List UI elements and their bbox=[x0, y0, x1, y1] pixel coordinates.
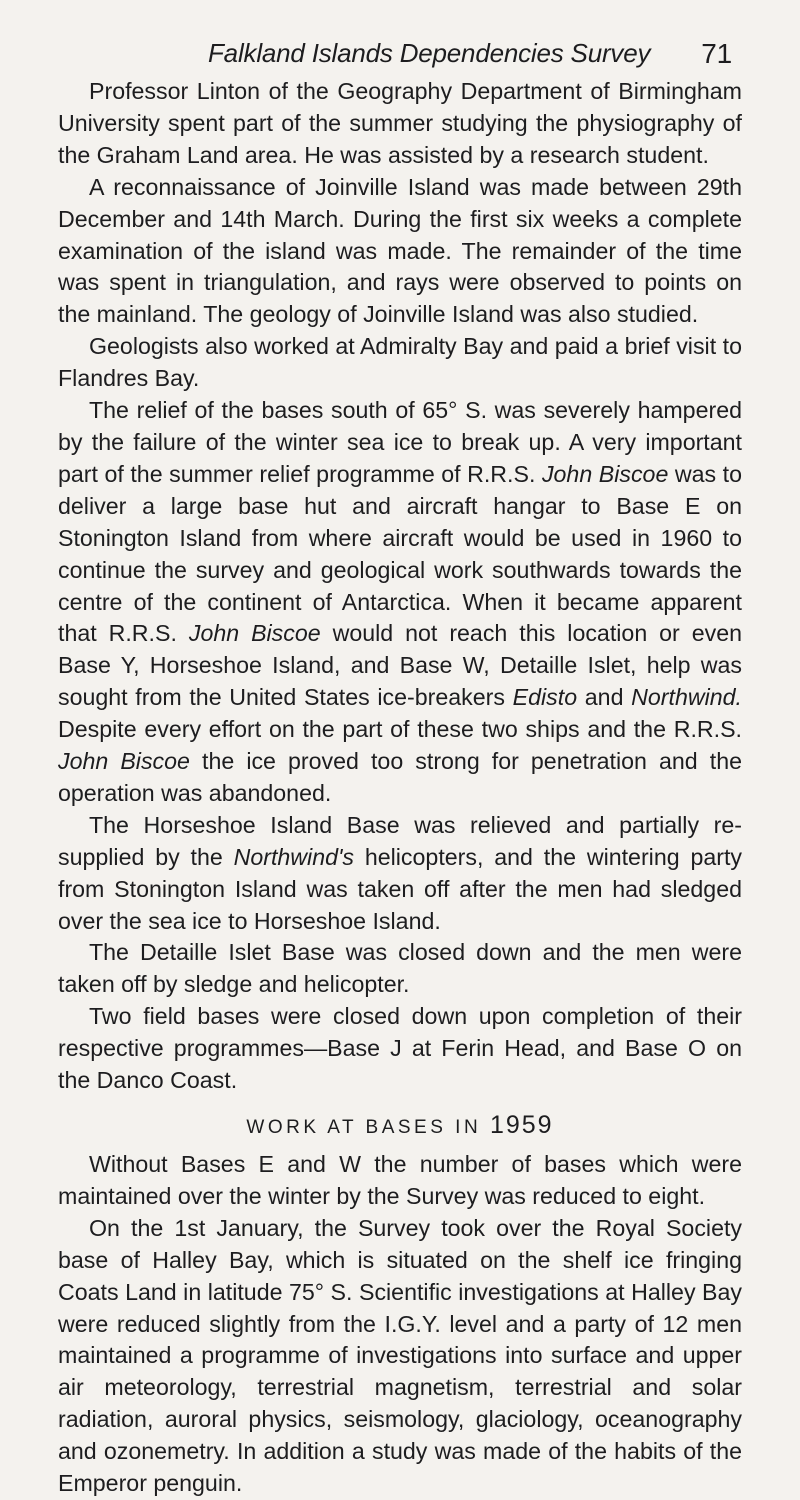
paragraph-text: helicopters, and the wintering party from Stonington Island was taken off after the men had sledged over the sea ice to Horseshoe Island. bbox=[58, 843, 742, 934]
paragraph-text: Geologists also worked at Admiralty Bay and paid a brief visit to Flandres Bay. bbox=[58, 333, 742, 392]
paragraph bbox=[58, 395, 742, 810]
paragraph-text: the ice proved too strong for penetration and the operation was abandoned. bbox=[58, 748, 742, 806]
running-header bbox=[58, 28, 742, 76]
paragraph-text: The Detaille Islet Base was closed down and the men were taken off by sledge and helicopter. bbox=[58, 939, 742, 998]
section-heading bbox=[58, 1107, 742, 1143]
paragraph bbox=[58, 810, 742, 938]
paragraph bbox=[58, 937, 742, 1001]
paragraph-text: was to deliver a large base hut and aircraft hangar to Base E on Stonington Island from where aircraft would be used in 1960 to continue the survey and geological work southwards towards the centre of the continent of Antarctica. When it became apparent that R.R.S. bbox=[58, 460, 742, 647]
paragraph-text: On the 1st January, the Survey took over the Royal Society base of Halley Bay, which is situated on the shelf ice fringing Coats Land in latitude 75° S. Scientific investigations at Halley Bay were reduced slightly from the I.G.Y. level and a party of 12 men maintained a programme of investigations into surface and upper air meteorology, terrestrial magnetism, terrestrial and solar radiation, auroral physics, seismology, glaciology, oceanography and ozonemetry. In addition a study was made of the habits of the Emperor penguin. bbox=[58, 1214, 742, 1497]
running-title: Falkland Islands Dependencies Survey bbox=[208, 38, 651, 68]
paragraph-text: Without Bases E and W the number of bases which were maintained over the winter by the Survey was reduced to eight. bbox=[58, 1151, 742, 1209]
ship-name: Edisto bbox=[512, 684, 578, 711]
ship-name: John Biscoe bbox=[58, 748, 190, 775]
paragraph-text: and bbox=[577, 684, 632, 711]
section-heading-text: WORK AT BASES IN bbox=[246, 1117, 482, 1138]
ship-name: Northwind's bbox=[233, 843, 355, 870]
ship-name: John Biscoe bbox=[541, 460, 669, 487]
paragraph bbox=[58, 1001, 742, 1097]
paragraph-text: The relief of the bases south of 65° S. was severely hampered by the failure of the winter sea ice to break up. A very important part of the summer relief programme of R.R.S. bbox=[58, 397, 742, 487]
paragraph-text: Two field bases were closed down upon completion of their respective programmes—Base J at Ferin Head, and Base O on the Danco Coast. bbox=[58, 1003, 742, 1094]
paragraph-text: Professor Linton of the Geography Department of Birmingham University spent part of the summer studying the physiography of the Graham Land area. He was assisted by a research student. bbox=[58, 78, 742, 168]
section-heading-year: 1959 bbox=[489, 1111, 554, 1139]
paragraph-text: The Horseshoe Island Base was relieved and partially re-supplied by the bbox=[58, 811, 742, 870]
paragraph bbox=[58, 76, 742, 172]
page-number: 71 bbox=[701, 38, 732, 69]
paragraph bbox=[58, 172, 742, 332]
paragraph bbox=[58, 1149, 742, 1213]
body-text bbox=[58, 76, 742, 1500]
paragraph-text: would not reach this location or even Base Y, Horseshoe Island, and Base W, Detaille Islet, help was sought from the United States ice-breakers bbox=[58, 620, 742, 711]
ship-name: John Biscoe bbox=[188, 620, 321, 647]
paragraph bbox=[58, 331, 742, 395]
paragraph bbox=[58, 1213, 742, 1500]
paragraph-text: A reconnaissance of Joinville Island was made between 29th December and 14th March. During the first six weeks a complete examination of the island was made. The remainder of the time was spent in triangulation, and rays were observed to points on the mainland. The geology of Joinville Island was also studied. bbox=[58, 173, 742, 328]
ship-name: Northwind. bbox=[631, 684, 742, 711]
paragraph-text: Despite every effort on the part of these two ships and the R.R.S. bbox=[58, 716, 742, 743]
